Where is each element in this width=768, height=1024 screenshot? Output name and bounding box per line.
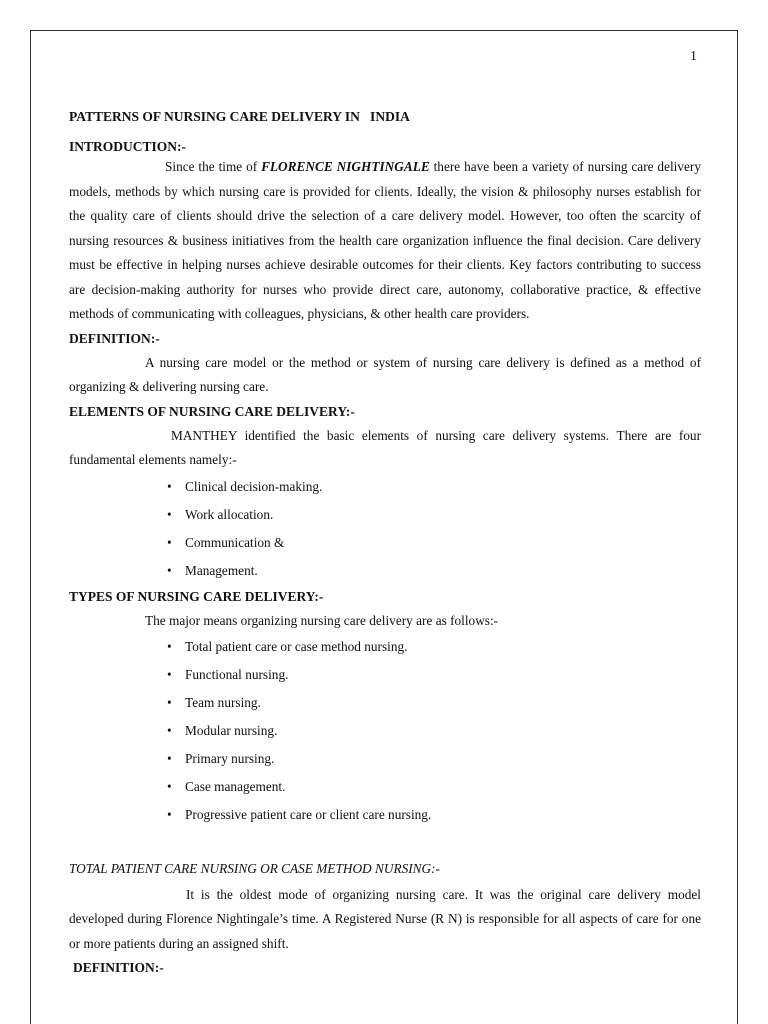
elements-list (69, 473, 701, 585)
bullet-icon: • (167, 562, 172, 578)
bullet-icon: • (167, 778, 172, 794)
document-page (30, 30, 738, 1024)
bullet-icon: • (167, 506, 172, 522)
page-number: 1 (690, 49, 697, 64)
bullet-icon: • (167, 638, 172, 654)
bullet-icon: • (167, 750, 172, 766)
total-patient-care-paragraph: It is the oldest mode of organizing nursing care. It was the original care delivery model developed during Florence Nightingale’s time. A Registered Nurse (R N) is responsible for all aspects of care for one or more patients during an assigned shift. (69, 886, 701, 951)
introduction-text-after: there have been a variety of nursing care delivery models, methods by which nursing care is provided for clients. Ideally, the vision & philosophy nurses establish for the quality care of clients should drive the selection of a care delivery model. However, too often the scarcity of nursing resources & business initiatives from the health care organization influence the final decision. Care delivery must be effective in helping nurses achieve desirable outcomes for their clients. Key factors contributing to success are decision-making authority for nurses who provide direct care, autonomy, collaborative practice, & effective methods of communicating with colleagues, physicians, & other health care providers. (69, 159, 701, 321)
types-list (69, 633, 701, 829)
list-item: • Modular nursing. (167, 717, 701, 745)
bullet-icon: • (167, 666, 172, 682)
definition-2-heading: DEFINITION:- (73, 960, 164, 975)
list-item: • Work allocation. (167, 501, 701, 529)
document-title: PATTERNS OF NURSING CARE DELIVERY IN INDIA (69, 109, 410, 124)
definition-paragraph: A nursing care model or the method or system of nursing care delivery is defined as a method of organizing & delivering nursing care. (69, 354, 701, 394)
elements-heading: ELEMENTS OF NURSING CARE DELIVERY:- (69, 403, 355, 419)
bullet-icon: • (167, 722, 172, 738)
list-item: • Case management. (167, 773, 701, 801)
introduction-text-before: Since the time of (165, 159, 262, 174)
definition-heading: DEFINITION:- (69, 330, 160, 346)
bullet-icon: • (167, 478, 172, 494)
list-item: • Communication & (167, 529, 701, 557)
document-body (69, 109, 701, 980)
list-item: • Team nursing. (167, 689, 701, 717)
introduction-paragraph (69, 155, 701, 327)
types-lead: The major means organizing nursing care delivery are as follows:- (145, 612, 499, 628)
list-item: • Management. (167, 557, 701, 585)
bullet-icon: • (167, 534, 172, 550)
list-item: • Progressive patient care or client care nursing. (167, 801, 701, 829)
list-item: • Total patient care or case method nursing. (167, 633, 701, 661)
florence-nightingale-emphasis: FLORENCE NIGHTINGALE (261, 159, 430, 174)
elements-paragraph: MANTHEY identified the basic elements of nursing care delivery systems. There are four fundamental elements namely:- (69, 427, 701, 467)
list-item: • Clinical decision-making. (167, 473, 701, 501)
bullet-icon: • (167, 806, 172, 822)
list-item: • Functional nursing. (167, 661, 701, 689)
total-patient-care-heading: TOTAL PATIENT CARE NURSING OR CASE METHOD NURSING:- (69, 860, 440, 876)
introduction-heading: INTRODUCTION:- (69, 139, 187, 154)
list-item: • Primary nursing. (167, 745, 701, 773)
bullet-icon: • (167, 694, 172, 710)
types-heading: TYPES OF NURSING CARE DELIVERY:- (69, 588, 324, 604)
